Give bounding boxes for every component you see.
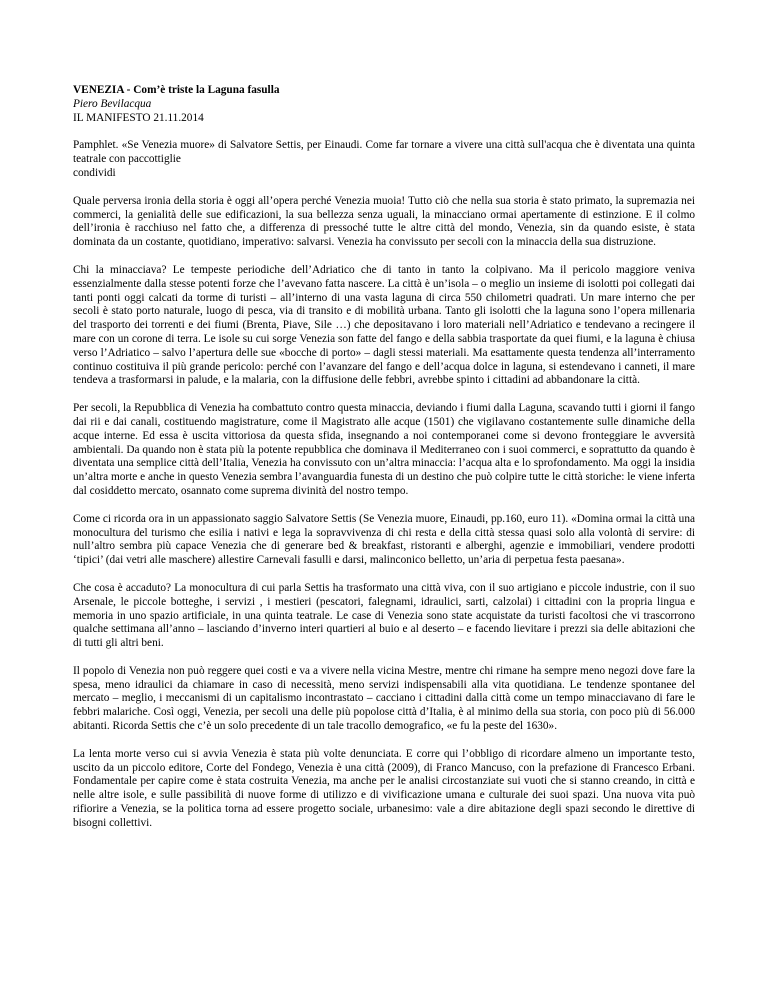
article-intro: Pamphlet. «Se Venezia muore» di Salvatore Settis, per Einaudi. Come far tornare a vivere una città sull'acqua che è diventata una quinta teatrale con paccottiglie [73,139,695,166]
paragraph-7: La lenta morte verso cui si avvia Venezia è stata più volte denunciata. E corre qui l’obbligo di ricordare almeno un importante testo, uscito da un piccolo editore, Corte del Fondego, Venezia è una città (2009), di Franco Mancuso, con la prefazione di Francesco Erbani. Fondamentale per capire come è stata costruita Venezia, ma anche per le analisi circostanziate sui vuoti che si stanno creando, in città e nelle altre isole, e sulle passibilità di nuove forme di utilizzo e di vivificazione umana e culturale dei suoi spazi. Una nuova vita può rifiorire a Venezia, se la politica torna ad essere progetto sociale, urbanesimo: vale a dire abitazione degli spazi secondo le direttive di bisogni collettivi. [73,747,695,829]
paragraph-6: Il popolo di Venezia non può reggere quei costi e va a vivere nella vicina Mestre, mentre chi rimane ha sempre meno negozi dove fare la spesa, meno idraulici da chiamare in caso di necessità, meno servizi indispensabili alla vita quotidiana. Le tendenze spontanee del mercato – meglio, i meccanismi di un capitalismo incontrastato – cacciano i cittadini dalla città come un tempo minacciavano di fare le febbri malariche. Così oggi, Venezia, per secoli una delle più popolose città d’Italia, è al minimo della sua storia, con poco più di 56.000 abitanti. Ricorda Settis che c’è un solo precedente di un tale tracollo demografico, «e fu la peste del 1630». [73,664,695,733]
paragraph-4: Come ci ricorda ora in un appassionato saggio Salvatore Settis (Se Venezia muore, Einaudi, pp.160, euro 11). «Domina ormai la città una monocultura del turismo che esilia i nativi e lega la sopravvivenza di chi resta e della città stessa quasi solo alla volontà di servire: di null’altro sembra più capace Venezia che di generare bed & breakfast, ristoranti e alberghi, agenzie e immobiliari, vendere prodotti ‘tipici’ (dai vetri alle maschere) allestire Carnevali fasulli e darsi, malinconico belletto, un’aria di perpetua festa paesana». [73,512,695,567]
article-title: VENEZIA - Com’è triste la Laguna fasulla [73,84,280,96]
paragraph-2: Chi la minacciava? Le tempeste periodiche dell’Adriatico che di tanto in tanto la colpivano. Ma il pericolo maggiore veniva essenzialmente dalla stesse potenti forze che l’avevano fatta nascere. La città è un’isola – o meglio un insieme di isolotti poi collegati dai tanti ponti oggi calcati da torme di turisti – all’interno di una vasta laguna di circa 550 chilometri quadrati. Un mare interno che per secoli è stato porto naturale, luogo di pesca, via di transito e di mobilità urbana. Tanto gli isolotti che la laguna sono l’opera millenaria del trasporto dei torrenti e dei fiumi (Brenta, Piave, Sile …) che depositavano i loro materiali nell’Adriatico e tendevano a recingere il mare con un corone di terra. Le isole su cui sorge Venezia son fatte del fango e della sabbia trasportate da quei fiumi, e la laguna è chiusa verso l’Adriatico – salvo l’apertura delle sue «bocche di porto» – dagli stessi materiali. Ma esattamente questa tendenza all’interramento continuo costituiva il più grande pericolo: perché con l’avanzare del fango e dell’acqua dolce in laguna, si estendevano i canneti, il mare tendeva a trasformarsi in palude, e la malaria, con la diffusione delle febbri, avrebbe spinto i cittadini ad abbandonare la città. [73,263,695,387]
share-link[interactable]: condividi [73,166,116,179]
paragraph-1: Quale perversa ironia della storia è oggi all’opera perché Venezia muoia! Tutto ciò che nella sua storia è stato primato, la supremazia nei commerci, la genialità delle sue edificazioni, la sua bellezza senza uguali, la minacciano ormai apertamente di estinzione. E il colmo dell’ironia è racchiuso nel fatto che, a differenza di pressoché tutte le altre città del mondo, Venezia, sin da quando esiste, è stata dominata da un costante, quotidiano, imperativo: salvarsi. Venezia ha convissuto per secoli con la minaccia della sua distruzione. [73,194,695,249]
article-source: IL MANIFESTO 21.11.2014 [73,111,204,124]
article-author: Piero Bevilacqua [73,97,152,110]
document-page [73,84,695,845]
paragraph-5: Che cosa è accaduto? La monocultura di cui parla Settis ha trasformato una città viva, con il suo artigiano e piccole industrie, con il suo Arsenale, le piccole botteghe, i servizi , i mestieri (pescatori, falegnami, idraulici, sarti, calzolai) i cittadini con la propria lingua e memoria in uno spazio artificiale, in una quinta teatrale. Le case di Venezia sono state acquistate da turisti facoltosi che vi trascorrono qualche settimana all’anno – lasciando d’inverno interi quartieri al buio e al deserto – e facendo lievitare i prezzi sia delle abitazioni che di tutti gli altri beni. [73,581,695,650]
paragraph-3: Per secoli, la Repubblica di Venezia ha combattuto contro questa minaccia, deviando i fiumi dalla Laguna, scavando tutti i giorni il fango dai rii e dai canali, costituendo magistrature, come il Magistrato alle acque (1501) che vigilavano costantemente sulle dinamiche della acque interne. Ed essa è uscita vittoriosa da questa sfida, insegnando a noi contemporanei come si devono fronteggiare le avversità ambientali. Da quando non è stata più la potente repubblica che dominava il Mediterraneo con i suoi commerci, e soprattutto da quando è diventata una semplice città dell’Italia, Venezia ha convissuto con un’altra minaccia: l’acqua alta e lo sprofondamento. Ma oggi la insidia un’altra morte e anche in questo Venezia sembra l’avanguardia funesta di un destino che può colpire tutte le città storiche: le viene inferta dal cosiddetto mercato, osannato come suprema divinità del nostro tempo. [73,402,695,497]
